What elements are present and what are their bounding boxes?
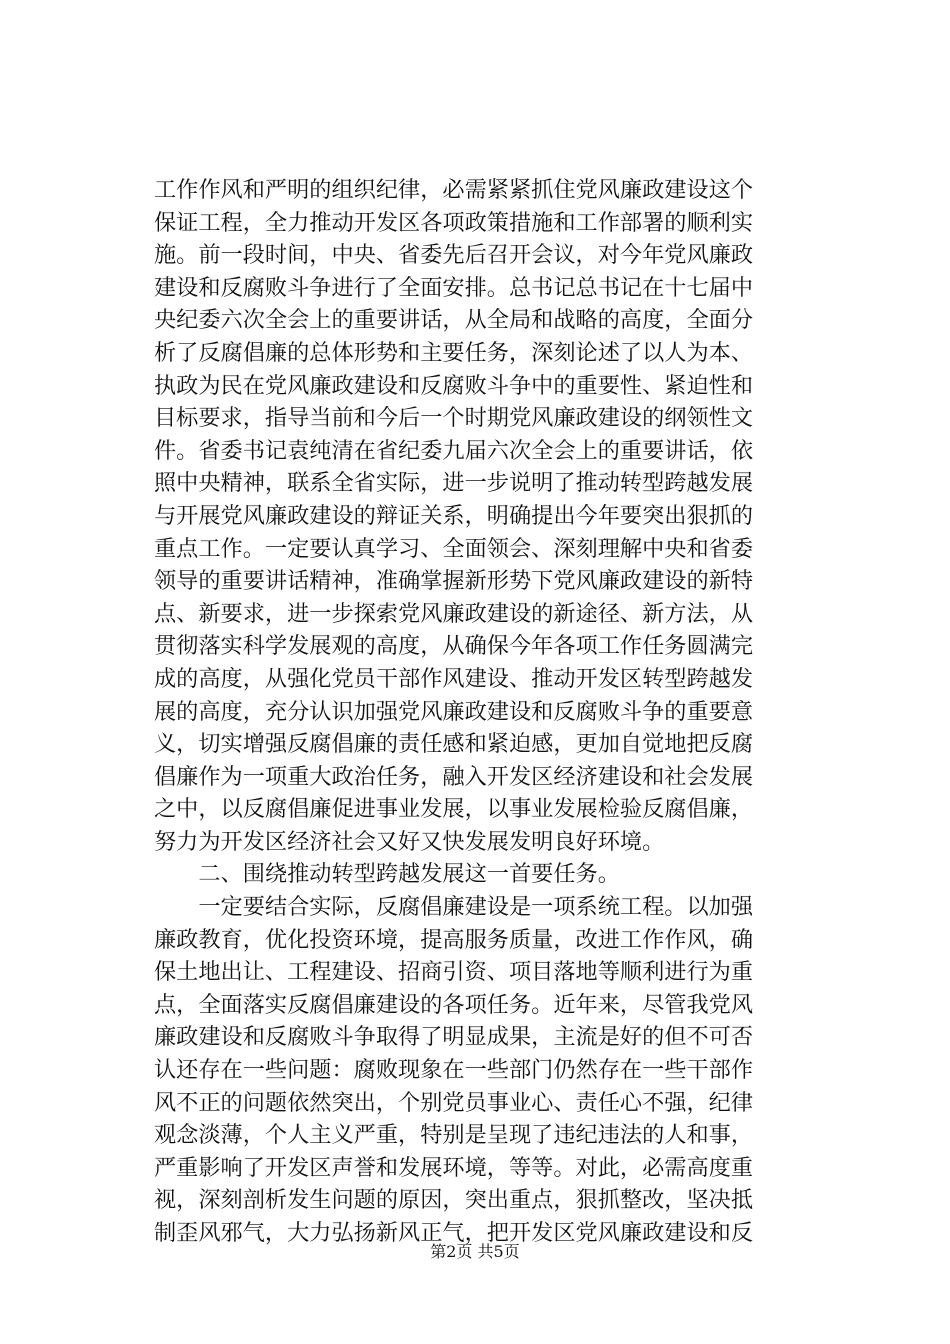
text-line: 建设和反腐败斗争进行了全面安排。总书记总书记在十七届中 xyxy=(154,274,754,301)
text-line: 努力为开发区经济社会又好又快发展发明良好环境。 xyxy=(154,828,665,855)
text-line: 廉政教育，优化投资环境，提高服务质量，改进工作作风，确 xyxy=(154,926,754,953)
text-line: 点、新要求，进一步探索党风廉政建设的新途径、新方法，从 xyxy=(154,600,754,627)
text-line: 二、围绕推动转型跨越发展这一首要任务。 xyxy=(154,861,620,888)
text-line: 目标要求，指导当前和今后一个时期党风廉政建设的纲领性文 xyxy=(154,405,754,432)
text-line: 央纪委六次全会上的重要讲话，从全局和战略的高度，全面分 xyxy=(154,307,754,334)
text-line: 一定要结合实际，反腐倡廉建设是一项系统工程。以加强 xyxy=(154,894,754,921)
text-line: 之中，以反腐倡廉促进事业发展，以事业发展检验反腐倡廉， xyxy=(154,796,754,823)
text-line: 与开展党风廉政建设的辩证关系，明确提出今年要突出狠抓的 xyxy=(154,502,754,529)
text-line: 成的高度，从强化党员干部作风建设、推动开发区转型跨越发 xyxy=(154,665,754,692)
text-line: 观念淡薄，个人主义严重，特别是呈现了违纪违法的人和事， xyxy=(154,1122,754,1149)
text-line: 件。省委书记袁纯清在省纪委九届六次全会上的重要讲话，依 xyxy=(154,437,754,464)
text-line: 保证工程，全力推动开发区各项政策措施和工作部署的顺利实 xyxy=(154,209,754,236)
text-line: 重点工作。一定要认真学习、全面领会、深刻理解中央和省委 xyxy=(154,535,754,562)
text-line: 析了反腐倡廉的总体形势和主要任务，深刻论述了以人为本、 xyxy=(154,339,754,366)
text-line: 风不正的问题依然突出，个别党员事业心、责任心不强，纪律 xyxy=(154,1089,754,1116)
text-line: 制歪风邪气，大力弘扬新风正气，把开发区党风廉政建设和反 xyxy=(154,1220,754,1246)
text-line: 照中央精神，联系全省实际，进一步说明了推动转型跨越发展 xyxy=(154,470,754,497)
text-line: 严重影响了开发区声誉和发展环境，等等。对此，必需高度重 xyxy=(154,1154,754,1181)
text-line: 义，切实增强反腐倡廉的责任感和紧迫感，更加自觉地把反腐 xyxy=(154,731,754,758)
text-line: 视，深刻剖析发生问题的原因，突出重点，狠抓整改，坚决抵 xyxy=(154,1187,754,1214)
text-line: 保土地出让、工程建设、招商引资、项目落地等顺利进行为重 xyxy=(154,959,754,986)
text-line: 倡廉作为一项重大政治任务，融入开发区经济建设和社会发展 xyxy=(154,763,754,790)
text-line: 廉政建设和反腐败斗争取得了明显成果，主流是好的但不可否 xyxy=(154,1024,754,1051)
text-line: 执政为民在党风廉政建设和反腐败斗争中的重要性、紧迫性和 xyxy=(154,372,754,399)
text-line: 领导的重要讲话精神，准确掌握新形势下党风廉政建设的新特 xyxy=(154,568,754,595)
text-line: 贯彻落实科学发展观的高度，从确保今年各项工作任务圆满完 xyxy=(154,633,754,660)
text-line: 点，全面落实反腐倡廉建设的各项任务。近年来，尽管我党风 xyxy=(154,991,754,1018)
body-text xyxy=(154,174,820,1250)
text-line: 施。前一段时间，中央、省委先后召开会议，对今年党风廉政 xyxy=(154,242,754,269)
text-line: 认还存在一些问题：腐败现象在一些部门仍然存在一些干部作 xyxy=(154,1057,754,1084)
page-footer: 第2页 共5页 xyxy=(430,1242,520,1261)
text-line: 展的高度，充分认识加强党风廉政建设和反腐败斗争的重要意 xyxy=(154,698,754,725)
text-line: 工作作风和严明的组织纪律，必需紧紧抓住党风廉政建设这个 xyxy=(154,177,754,203)
